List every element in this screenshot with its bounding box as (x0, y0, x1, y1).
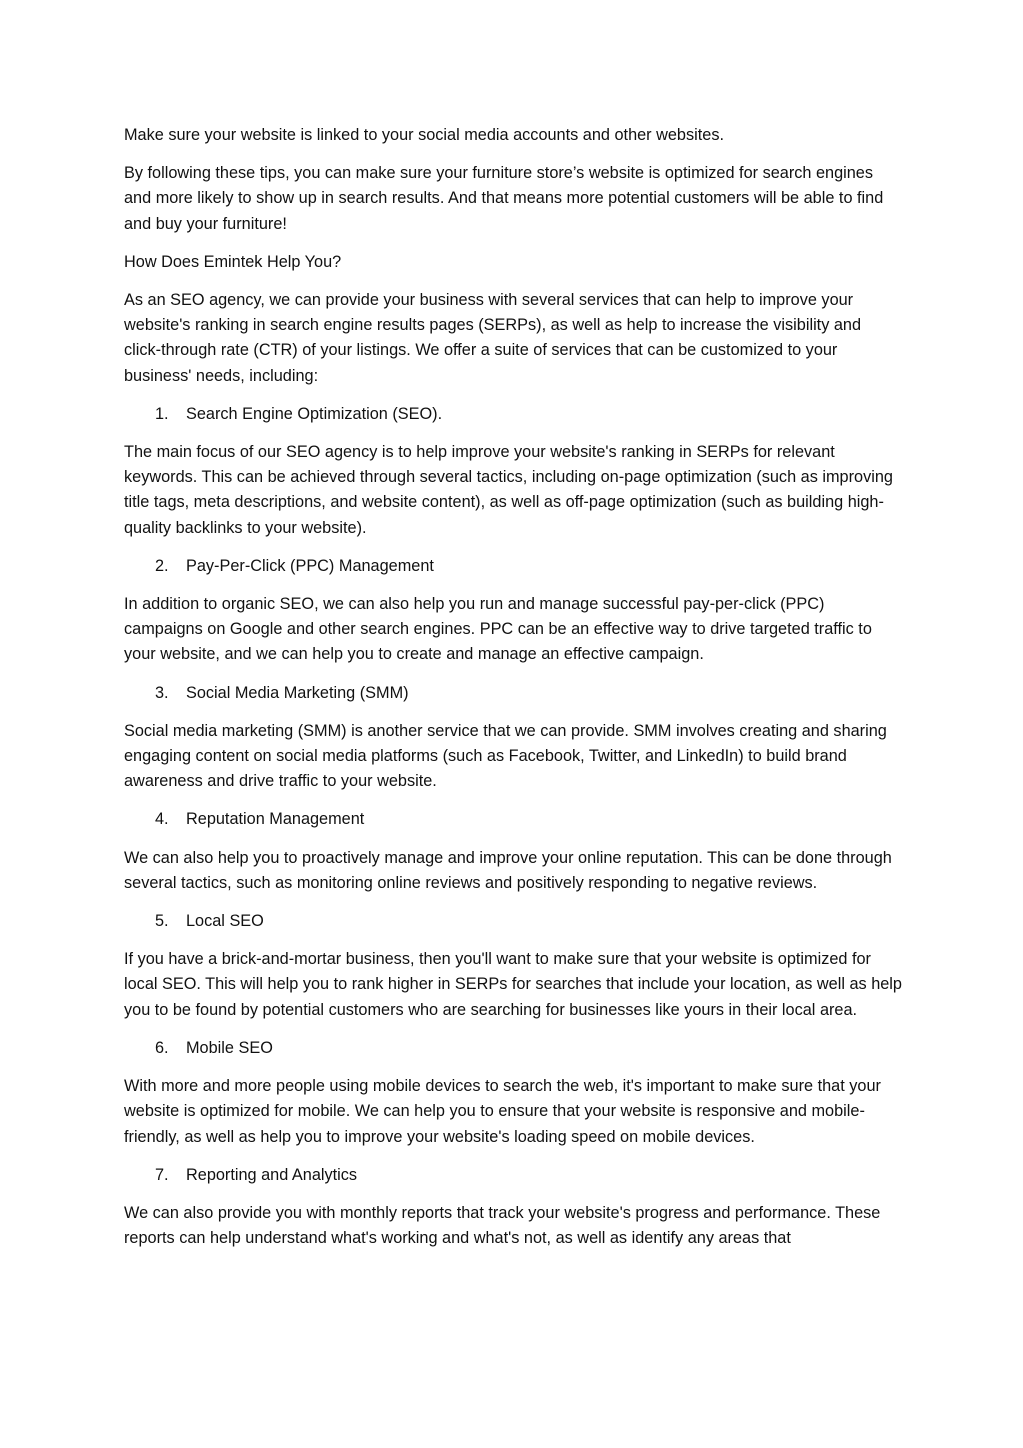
section-body: With more and more people using mobile devices to search the web, it's important to make sure that your website is optimized for mobile. We can help you to ensure that your website is responsive and mobile-friendly, as well as help you to improve your website's loading speed on mobile devices. (124, 1077, 881, 1146)
section-body: We can also provide you with monthly reports that track your website's progress and performance. These reports can help understand what's working and what's not, as well as identify any areas that (124, 1203, 881, 1248)
section-body: The main focus of our SEO agency is to help improve your website's ranking in SERPs for relevant keywords. This can be achieved through several tactics, including on-page optimization (such as improving title tags, meta descriptions, and website content), as well as off-page optimization (such as building high-quality backlinks to your website). (124, 443, 893, 537)
list-item (124, 1163, 902, 1188)
list-item-number: 3. (155, 683, 169, 702)
list-item-title: Social Media Marketing (SMM) (186, 683, 409, 702)
list-item (124, 1036, 902, 1061)
section-body: We can also help you to proactively manage and improve your online reputation. This can be done through several tactics, such as monitoring online reviews and positively responding to negative reviews. (124, 848, 892, 892)
list-item-title: Local SEO (186, 912, 264, 931)
list-item (124, 807, 902, 832)
section-body: If you have a brick-and-mortar business, then you'll want to make sure that your website is optimized for local SEO. This will help you to rank higher in SERPs for searches that include your location, as well as help you to be found by potential customers who are searching for businesses like yours in their local area. (124, 950, 902, 1019)
list-item (124, 909, 902, 934)
section-body: In addition to organic SEO, we can also help you run and manage successful pay-per-click (PPC) campaigns on Google and other search engines. PPC can be an effective way to drive targeted traffic to your website, and we can help you to create and manage an effective campaign. (124, 595, 872, 664)
list-item-number: 5. (155, 912, 169, 931)
list-item-title: Reporting and Analytics (186, 1165, 358, 1184)
list-item-number: 2. (155, 556, 169, 575)
list-item (124, 554, 902, 579)
section-body: Social media marketing (SMM) is another service that we can provide. SMM involves creating and sharing engaging content on social media platforms (such as Facebook, Twitter, and LinkedIn) to build brand awareness and drive traffic to your website. (124, 721, 887, 791)
paragraph-intro: Make sure your website is linked to your social media accounts and other websites. (124, 126, 724, 144)
list-item-title: Pay-Per-Click (PPC) Management (186, 556, 434, 575)
list-item (124, 681, 902, 706)
list-item-number: 1. (155, 404, 169, 423)
paragraph-tips: By following these tips, you can make sure your furniture store’s website is optimized for search engines and more likely to show up in search results. And that means more potential customers will be able to find and buy your furniture! (124, 164, 884, 233)
section-heading: How Does Emintek Help You? (124, 252, 342, 271)
list-item (124, 402, 902, 427)
list-item-title: Mobile SEO (186, 1038, 273, 1057)
document-body (124, 123, 902, 1264)
list-item-title: Reputation Management (186, 810, 365, 829)
list-item-title: Search Engine Optimization (SEO). (186, 404, 443, 423)
paragraph-agency: As an SEO agency, we can provide your business with several services that can help to improve your website's ranking in search engine results pages (SERPs), as well as help to increase the visibility and click-through rate (CTR) of your listings. We offer a suite of services that can be customized to your business' needs, including: (124, 291, 862, 385)
list-item-number: 6. (155, 1038, 169, 1057)
list-item-number: 4. (155, 810, 169, 829)
list-item-number: 7. (155, 1165, 169, 1184)
